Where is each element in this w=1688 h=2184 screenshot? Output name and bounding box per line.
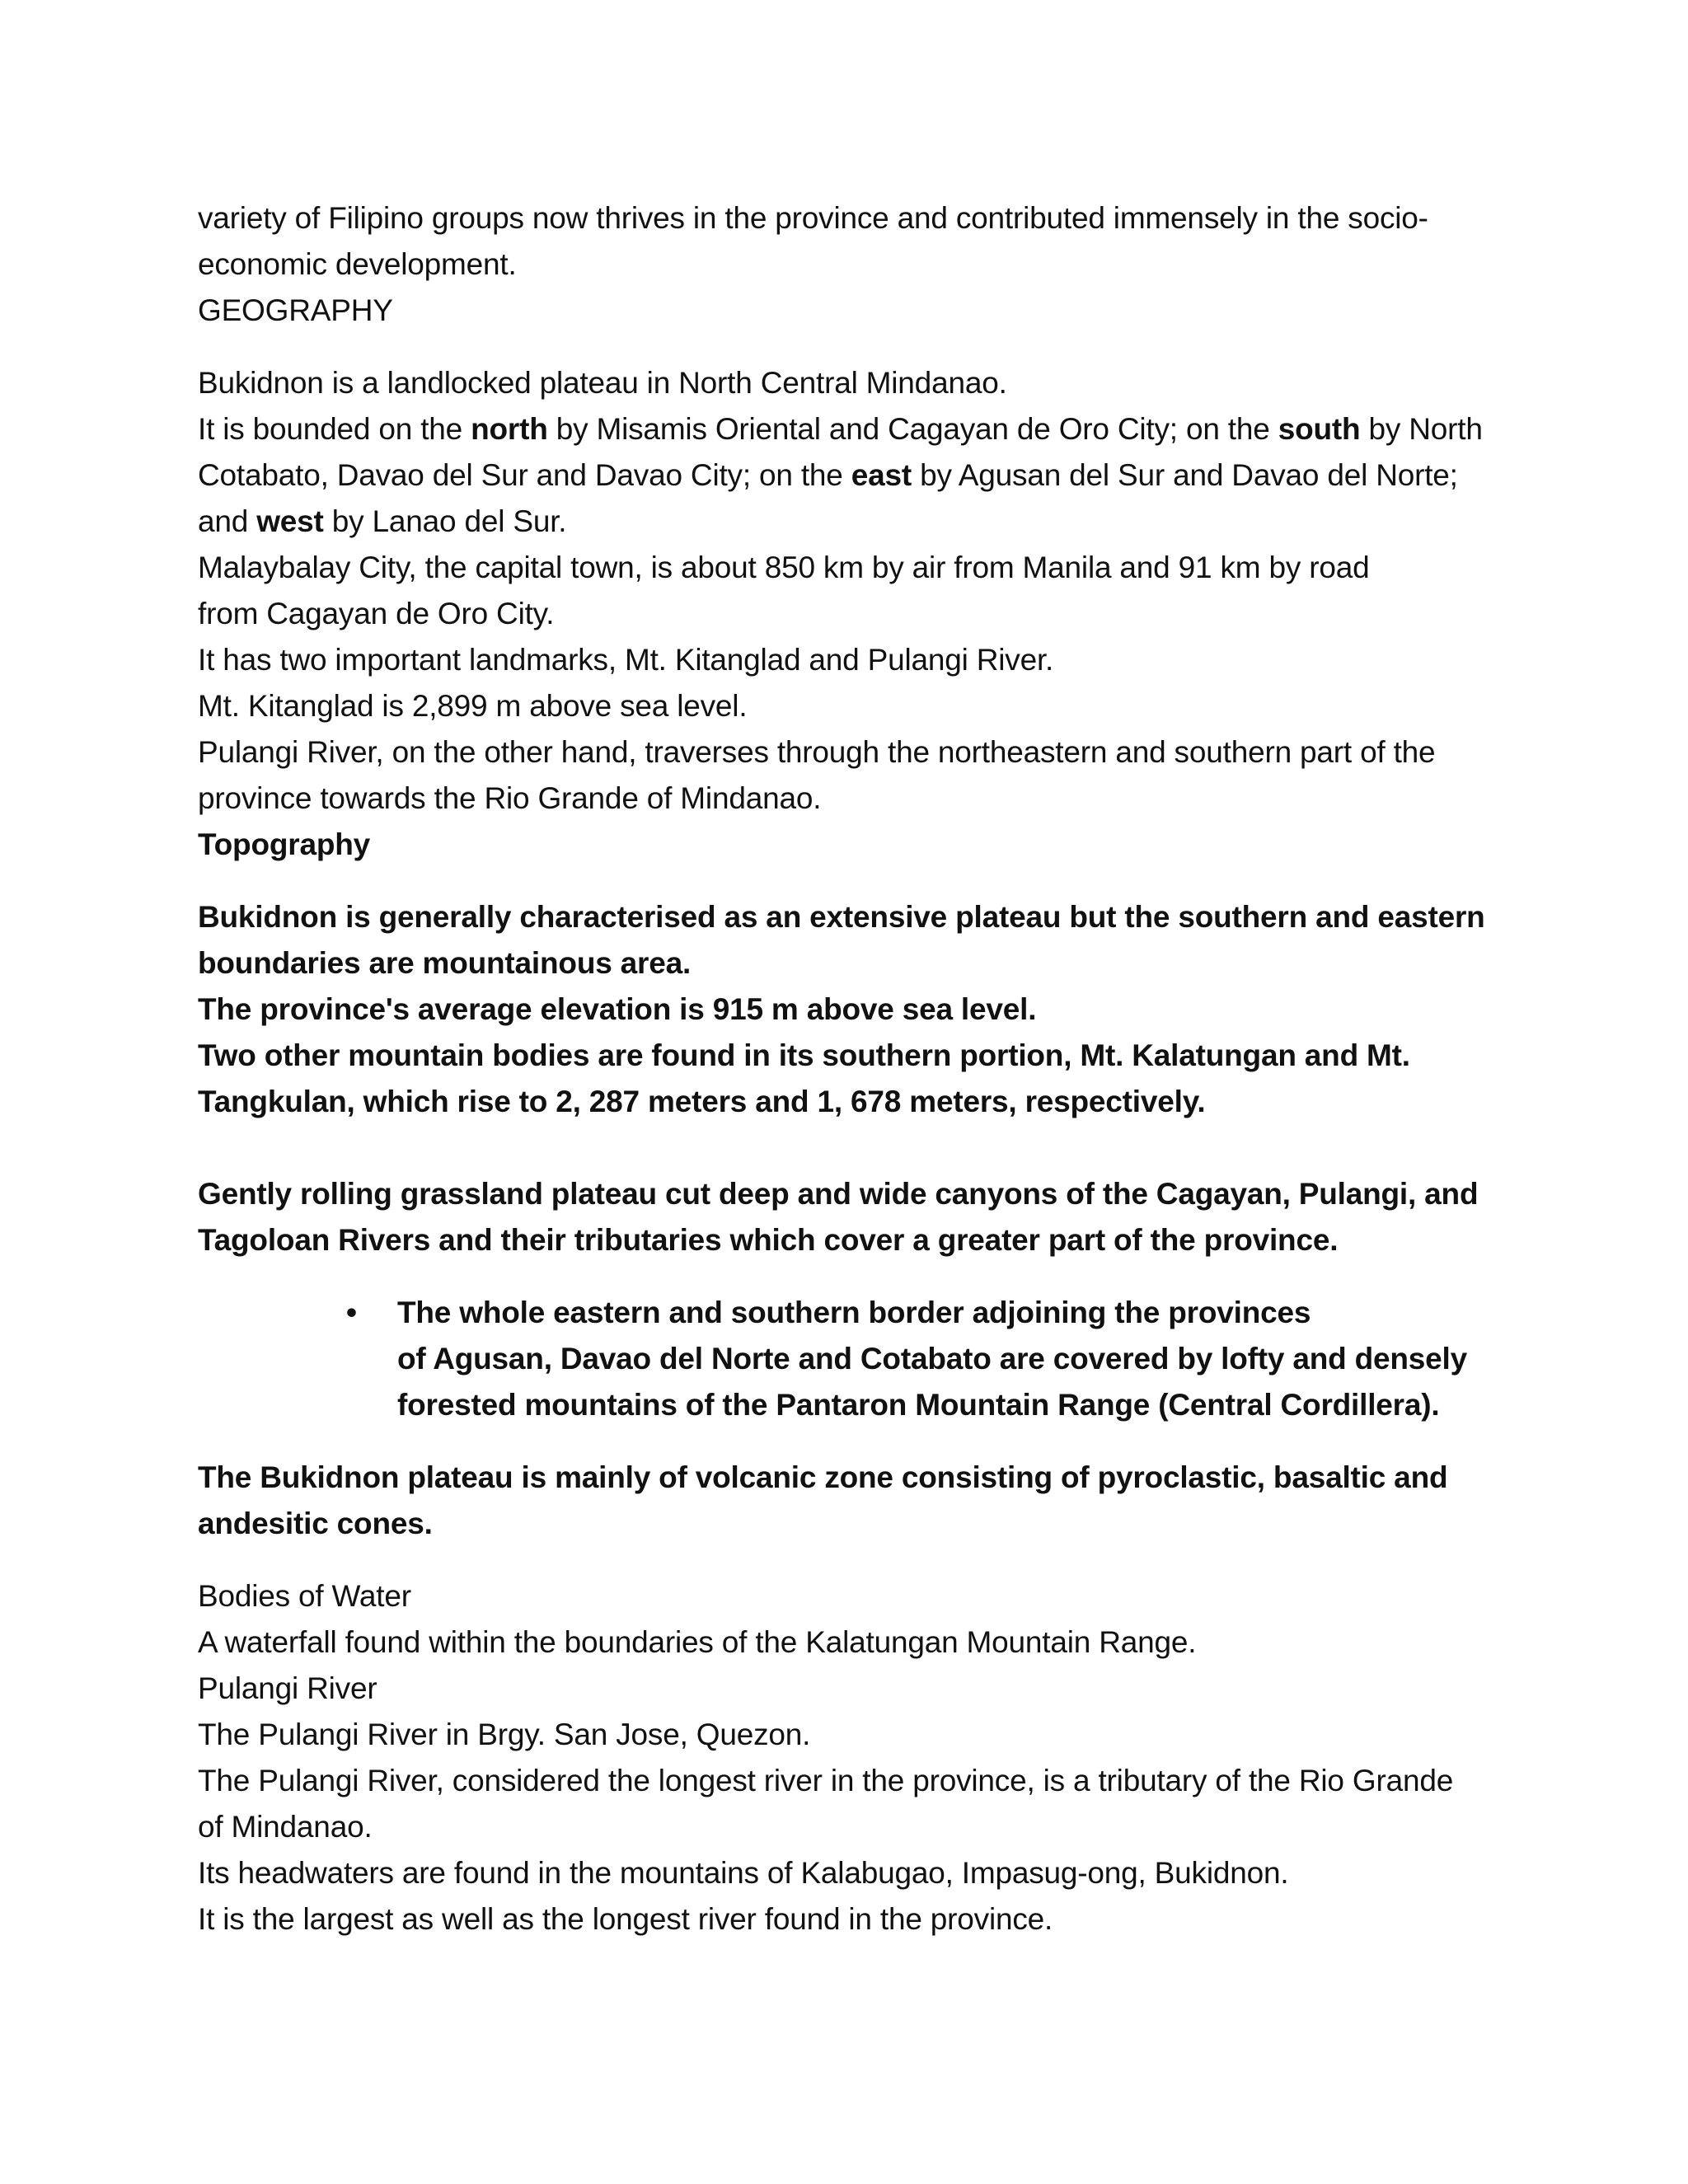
topography-heading: Topography bbox=[198, 827, 371, 861]
bounds-text: by Misamis Oriental and Cagayan de Oro City; on the bbox=[547, 412, 1278, 446]
intro-line-1: variety of Filipino groups now thrives in the province and contributed immensely in the socio- bbox=[198, 201, 1428, 235]
bounds-text: and bbox=[198, 504, 257, 538]
geography-pulangi-line-1: Pulangi River, on the other hand, traverses through the northeastern and southern part of the bbox=[198, 735, 1436, 769]
topography-volcanic-line-2: andesitic cones. bbox=[198, 1507, 433, 1540]
geography-capital-line-1: Malaybalay City, the capital town, is about 850 km by air from Manila and 91 km by road bbox=[198, 551, 1370, 584]
bounds-text: It is bounded on the bbox=[198, 412, 471, 446]
topography-plateau-line-2: boundaries are mountainous area. bbox=[198, 946, 692, 980]
bounds-west: west bbox=[256, 504, 324, 538]
geography-bounds-line-3 bbox=[198, 499, 566, 545]
geography-landlocked: Bukidnon is a landlocked plateau in North Central Mindanao. bbox=[198, 366, 1007, 400]
topography-bullet-line-2: of Agusan, Davao del Norte and Cotabato are covered by lofty and densely bbox=[397, 1342, 1468, 1376]
bounds-south: south bbox=[1278, 412, 1361, 446]
bounds-text: by North bbox=[1360, 412, 1483, 446]
geography-heading: GEOGRAPHY bbox=[198, 293, 393, 327]
water-heading: Bodies of Water bbox=[198, 1579, 411, 1613]
water-largest: It is the largest as well as the longest river found in the province. bbox=[198, 1902, 1053, 1936]
water-waterfall: A waterfall found within the boundaries of the Kalatungan Mountain Range. bbox=[198, 1625, 1197, 1659]
geography-bounds-line-1 bbox=[198, 406, 1483, 452]
topography-mountains-line-1: Two other mountain bodies are found in its southern portion, Mt. Kalatungan and Mt. bbox=[198, 1038, 1410, 1072]
bounds-text: by Lanao del Sur. bbox=[323, 504, 567, 538]
geography-pulangi-line-2: province towards the Rio Grande of Mindanao. bbox=[198, 781, 822, 815]
topography-elevation: The province's average elevation is 915 m above sea level. bbox=[198, 992, 1037, 1026]
geography-kitanglad: Mt. Kitanglad is 2,899 m above sea level. bbox=[198, 689, 748, 723]
geography-capital-line-2: from Cagayan de Oro City. bbox=[198, 597, 555, 630]
water-brgy: The Pulangi River in Brgy. San Jose, Quezon. bbox=[198, 1718, 811, 1751]
bounds-text: Cotabato, Davao del Sur and Davao City; on the bbox=[198, 458, 851, 492]
geography-bounds-line-2 bbox=[198, 452, 1458, 499]
bullet-marker: • bbox=[346, 1296, 357, 1329]
topography-grassland-line-2: Tagoloan Rivers and their tributaries which cover a greater part of the province. bbox=[198, 1223, 1339, 1257]
water-river-heading: Pulangi River bbox=[198, 1671, 377, 1705]
topography-bullet-line-1: The whole eastern and southern border adjoining the provinces bbox=[397, 1296, 1311, 1329]
topography-mountains-line-2: Tangkulan, which rise to 2, 287 meters and 1, 678 meters, respectively. bbox=[198, 1085, 1206, 1118]
bounds-east: east bbox=[851, 458, 912, 492]
bounds-text: by Agusan del Sur and Davao del Norte; bbox=[912, 458, 1458, 492]
intro-line-2: economic development. bbox=[198, 247, 517, 281]
topography-volcanic-line-1: The Bukidnon plateau is mainly of volcanic zone consisting of pyroclastic, basaltic and bbox=[198, 1460, 1448, 1494]
water-longest-line-2: of Mindanao. bbox=[198, 1810, 373, 1844]
geography-landmarks: It has two important landmarks, Mt. Kitanglad and Pulangi River. bbox=[198, 643, 1054, 677]
topography-plateau-line-1: Bukidnon is generally characterised as an extensive plateau but the southern and eastern bbox=[198, 900, 1485, 934]
water-headwaters: Its headwaters are found in the mountains of Kalabugao, Impasug-ong, Bukidnon. bbox=[198, 1856, 1289, 1890]
topography-bullet-line-3: forested mountains of the Pantaron Mountain Range (Central Cordillera). bbox=[397, 1388, 1440, 1422]
water-longest-line-1: The Pulangi River, considered the longest river in the province, is a tributary of the Rio Grande bbox=[198, 1764, 1454, 1797]
bounds-north: north bbox=[471, 412, 548, 446]
topography-grassland-line-1: Gently rolling grassland plateau cut deep and wide canyons of the Cagayan, Pulangi, and bbox=[198, 1177, 1479, 1211]
